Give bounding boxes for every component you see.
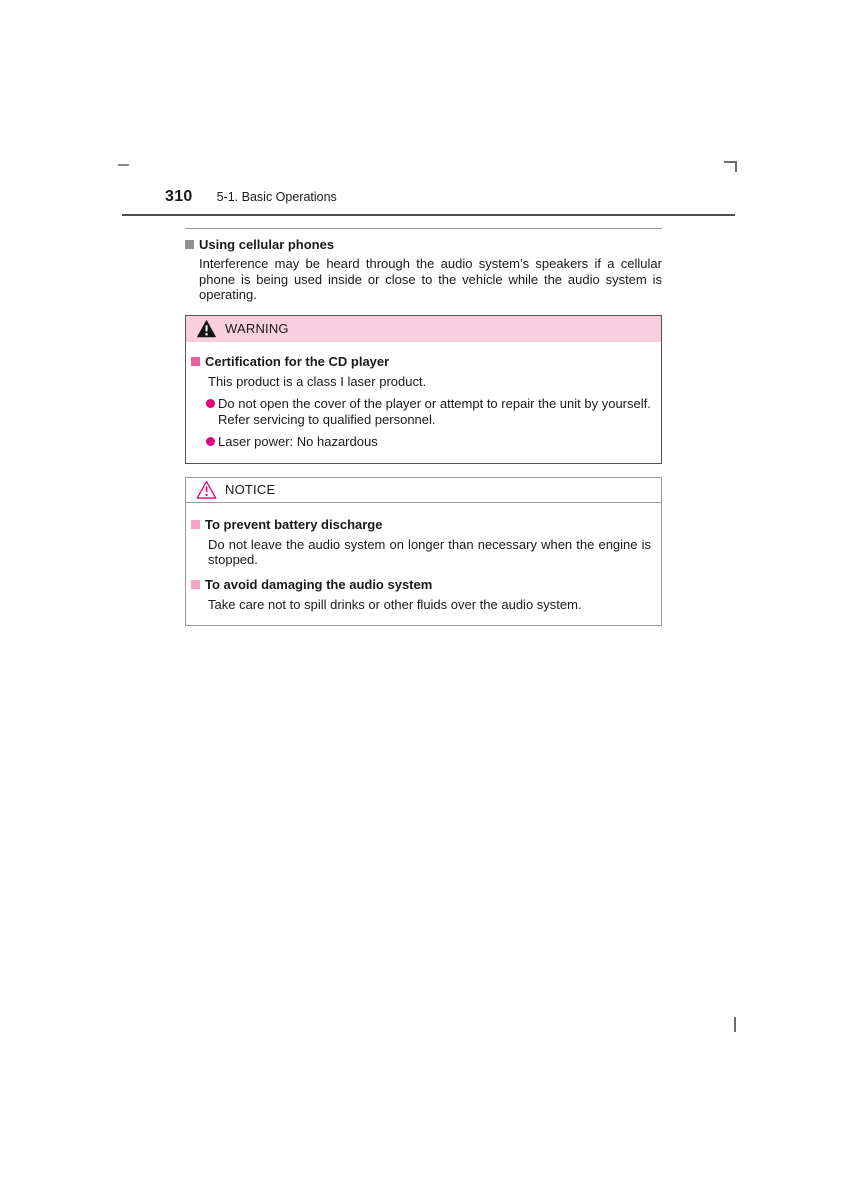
section-using-cellular-phones — [185, 237, 662, 303]
section-title: 5-1. Basic Operations — [216, 190, 337, 204]
crop-mark-top-right — [724, 161, 737, 172]
warning-item-heading — [191, 354, 651, 369]
notice-item-heading — [191, 517, 651, 532]
notice-heading-text: To prevent battery discharge — [205, 516, 383, 532]
warning-bullet-note: Refer servicing to qualified personnel. — [218, 411, 436, 427]
crop-mark-top-left — [118, 164, 129, 166]
notice-heading-text: To avoid damaging the audio system — [205, 576, 433, 592]
square-bullet-icon — [191, 580, 200, 589]
warning-bullet — [206, 434, 651, 450]
notice-body-text: Do not leave the audio system on longer than necessary when the engine is stopped. — [208, 536, 651, 567]
notice-title: NOTICE — [225, 482, 276, 497]
warning-body — [186, 342, 661, 463]
notice-body — [186, 503, 661, 626]
content-top-rule — [185, 228, 662, 229]
topic-body-text: Interference may be heard through the audio system’s speakers if a cellular phone is being used inside or close to the vehicle while the audio system is operating. — [199, 256, 662, 302]
notice-box — [185, 477, 662, 627]
circle-bullet-icon — [206, 437, 215, 446]
notice-header — [186, 478, 661, 503]
topic-heading-text: Using cellular phones — [199, 237, 335, 252]
page-content — [185, 228, 662, 626]
notice-item — [191, 577, 651, 613]
warning-heading-text: Certification for the CD player — [205, 353, 390, 369]
crop-mark-bottom-right — [734, 1017, 736, 1032]
warning-bullet-text: Do not open the cover of the player or attempt to repair the unit by yourself. — [218, 396, 651, 411]
header-rule — [122, 214, 735, 216]
warning-bullet-content — [218, 396, 651, 427]
page-number: 310 — [165, 188, 193, 205]
warning-bullet-text: Laser power: No hazardous — [218, 434, 378, 449]
warning-header — [186, 316, 661, 342]
notice-item — [191, 517, 651, 568]
page-header — [165, 188, 337, 206]
warning-title: WARNING — [225, 321, 289, 336]
square-bullet-icon — [191, 357, 200, 366]
warning-bullet — [206, 396, 651, 427]
warning-intro-text: This product is a class I laser product. — [208, 373, 427, 389]
notice-item-heading — [191, 577, 651, 592]
topic-heading — [185, 237, 662, 252]
square-bullet-icon — [191, 520, 200, 529]
notice-triangle-icon — [196, 480, 217, 499]
notice-body-text: Take care not to spill drinks or other fluids over the audio system. — [208, 596, 582, 612]
warning-triangle-icon — [196, 319, 217, 338]
warning-box — [185, 315, 662, 464]
circle-bullet-icon — [206, 399, 215, 408]
square-bullet-icon — [185, 240, 194, 249]
